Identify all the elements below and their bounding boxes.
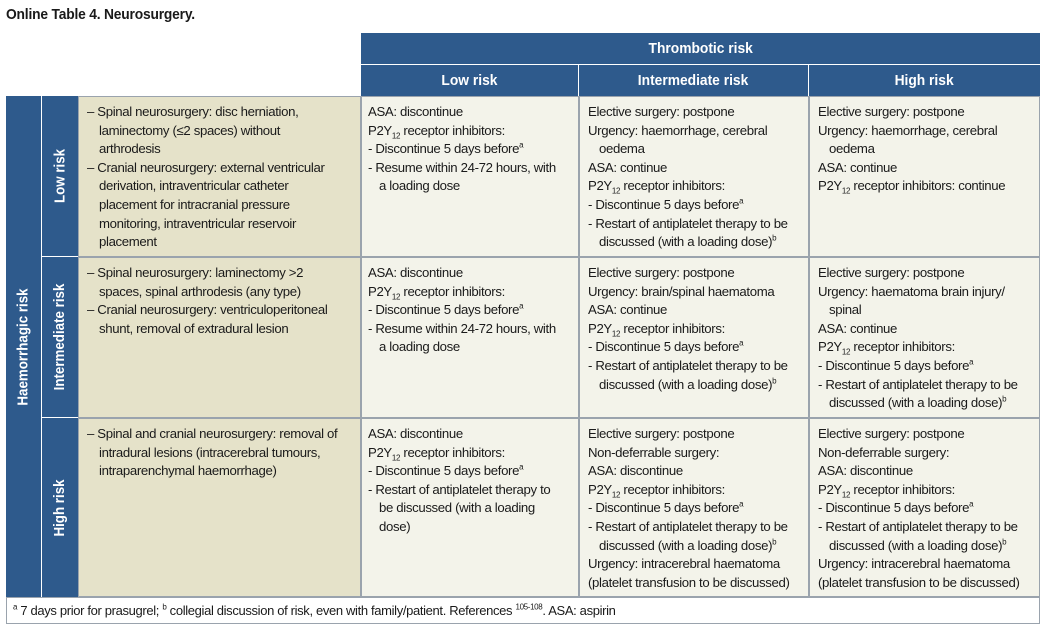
footnote-mark: a [739,338,744,348]
low-low-recommendation [361,96,579,257]
reference-numbers: 105-108 [515,602,543,612]
subscript: 12 [391,292,401,302]
recommendation-line [818,537,1035,556]
recommendation-line [818,177,1035,196]
subscript: 12 [841,187,851,197]
thrombotic-risk-header [361,33,1040,65]
recommendation-line: ASA: discontinue [818,463,913,479]
intermediate-high-recommendation [809,257,1040,418]
drug-text: receptor inhibitors: [850,481,955,497]
recommendation-line [818,394,1035,413]
recommendation-line [588,320,804,339]
subscript: 12 [391,453,401,463]
recommendation-line [368,140,574,159]
footnote-mark: a [969,357,974,367]
table-footnote [6,597,1040,624]
procedure-line: spaces, spinal arthrodesis (any type) [99,283,301,299]
procedure-line: placement [99,234,157,250]
recommendation-line [368,462,574,481]
procedure-line: derivation, intraventricular catheter [99,178,289,194]
recommendation-line [818,499,1035,518]
recommendation-line: be discussed (with a loading [379,500,535,516]
row-header-high [42,418,78,597]
recommendation-line: - Restart of antiplatelet therapy to be [818,518,1018,534]
footnote-mark-b: b [162,602,167,612]
high-high-recommendation [809,418,1040,597]
recommendation-line [368,301,574,320]
recommendation-line: - Restart of antiplatelet therapy to be [818,376,1018,392]
intermediate-risk-procedures [78,257,361,418]
procedure-line: shunt, removal of extradural lesion [99,320,289,336]
recommendation-line [588,177,804,196]
col-header-low [361,65,579,96]
low-risk-procedures [78,96,361,257]
recommendation-line [588,196,804,215]
recommendation-line: Urgency: haemorrhage, cerebral [818,122,998,138]
drug-name: P2Y [588,320,612,336]
recommendation-line: ASA: continue [588,159,668,175]
recommendation-line: ASA: continue [818,159,898,175]
subscript: 12 [841,348,851,358]
col-header-intermediate-label: Intermediate risk [638,72,749,89]
drug-text: receptor inhibitors: [620,320,725,336]
recommendation-line [588,537,804,556]
row-header-low-label: Low risk [52,148,69,204]
recommendation-line: ASA: discontinue [368,104,463,119]
high-risk-procedures [78,418,361,597]
recommendation-line: - Resume within 24-72 hours, with [368,320,556,336]
recommendation-line: - Restart of antiplatelet therapy to be [588,518,788,534]
recommendation-line [588,481,804,500]
recommendation-line [368,444,574,463]
recommendation-line [368,283,574,302]
recommendation-line: ASA: discontinue [368,265,463,280]
footnote-mark: a [519,301,524,311]
recommendation-line: ASA: continue [818,320,898,336]
high-intermediate-recommendation [579,418,809,597]
col-header-high-label: High risk [894,72,955,89]
footnote-mark: a [519,462,524,472]
recommendation-line: ASA: continue [588,302,668,318]
col-header-low-label: Low risk [441,72,498,89]
line-text: discussed (with a loading dose) [599,537,773,553]
drug-text: receptor inhibitors: [620,481,725,497]
recommendation-line: Elective surgery: postpone [588,104,735,119]
recommendation-line: - Resume within 24-72 hours, with [368,159,556,175]
footnote-mark: b [1002,537,1007,547]
footnote-b-text: collegial discussion of risk, even with family/patient. References [166,603,516,618]
recommendation-line: Elective surgery: postpone [588,265,735,280]
procedure-line: – Cranial neurosurgery: external ventricular [87,159,325,175]
procedure-line: – Cranial neurosurgery: ventriculoperitoneal [87,302,328,318]
low-high-recommendation [809,96,1040,257]
drug-text: receptor inhibitors: [400,444,505,460]
row-header-intermediate-label: Intermediate risk [52,283,68,391]
drug-name: P2Y [818,339,842,355]
procedure-line: placement for intracranial pressure [99,196,290,212]
footnote-mark: b [1002,394,1007,404]
recommendation-line: - Restart of antiplatelet therapy to be [588,357,788,373]
recommendation-line [818,338,1035,357]
row-header-intermediate [42,257,78,418]
intermediate-low-recommendation [361,257,579,418]
recommendation-line [818,481,1035,500]
drug-name: P2Y [818,481,842,497]
drug-text: receptor inhibitors: [850,339,955,355]
footnote-mark: b [772,537,777,547]
recommendation-line: Urgency: intracerebral haematoma [818,556,1010,572]
haemorrhagic-risk-header [6,96,42,597]
line-text: discussed (with a loading dose) [599,234,773,250]
line-text: - Discontinue 5 days before [818,357,970,373]
drug-text: receptor inhibitors: [620,178,725,194]
drug-name: P2Y [368,122,392,138]
line-text: - Discontinue 5 days before [368,463,520,479]
line-text: - Discontinue 5 days before [818,500,970,516]
recommendation-line [588,376,804,395]
line-text: discussed (with a loading dose) [829,537,1003,553]
recommendation-line: dose) [379,518,411,534]
recommendation-line: Urgency: brain/spinal haematoma [588,283,775,299]
recommendation-line: ASA: discontinue [368,426,463,441]
line-text: discussed (with a loading dose) [599,376,773,392]
recommendation-line: oedema [599,141,645,157]
row-header-low [42,96,78,257]
recommendation-line: Urgency: intracerebral haematoma [588,556,780,572]
recommendation-line: - Restart of antiplatelet therapy to be [588,215,788,231]
recommendation-line: Urgency: haematoma brain injury/ [818,283,1005,299]
recommendation-line: Elective surgery: postpone [588,426,735,441]
row-header-high-label: High risk [52,478,69,537]
table-title: Online Table 4. Neurosurgery. [6,6,195,23]
recommendation-line: Urgency: haemorrhage, cerebral [588,122,768,138]
subscript: 12 [611,490,621,500]
thrombotic-risk-label: Thrombotic risk [648,40,753,57]
procedure-line: laminectomy (≤2 spaces) without [99,122,281,138]
footnote-abbreviation: . ASA: aspirin [542,603,616,618]
subscript: 12 [841,490,851,500]
recommendation-line: Non-deferrable surgery: [818,444,950,460]
footnote-mark: a [739,499,744,509]
subscript: 12 [611,187,621,197]
recommendation-line: Elective surgery: postpone [818,104,965,119]
footnote-a-text: 7 days prior for prasugrel; [17,603,163,618]
high-low-recommendation [361,418,579,597]
recommendation-line [588,499,804,518]
recommendation-line: Elective surgery: postpone [818,426,965,441]
procedure-line: monitoring, intraventricular reservoir [99,215,297,231]
footnote-mark-a: a [13,602,18,612]
col-header-high [809,65,1040,96]
procedure-line: – Spinal neurosurgery: disc herniation, [87,104,299,119]
procedure-line: – Spinal and cranial neurosurgery: removal of [87,426,338,441]
procedure-line: arthrodesis [99,141,161,157]
footnote-mark: a [519,140,524,150]
col-header-intermediate [579,65,809,96]
recommendation-line [818,357,1035,376]
drug-text: receptor inhibitors: [400,283,505,299]
footnote-mark: a [969,499,974,509]
drug-name: P2Y [588,481,612,497]
recommendation-line: a loading dose [379,339,460,355]
recommendation-line: (platelet transfusion to be discussed) [818,574,1020,590]
recommendation-line: (platelet transfusion to be discussed) [588,574,790,590]
recommendation-line: Non-deferrable surgery: [588,444,720,460]
recommendation-line: Elective surgery: postpone [818,265,965,280]
line-text: discussed (with a loading dose) [829,395,1003,411]
recommendation-line: ASA: discontinue [588,463,683,479]
line-text: - Discontinue 5 days before [588,339,740,355]
recommendation-line [588,233,804,252]
recommendation-line: spinal [829,302,862,318]
procedure-line: intraparenchymal haemorrhage) [99,463,277,479]
subscript: 12 [611,329,621,339]
intermediate-intermediate-recommendation [579,257,809,418]
haemorrhagic-risk-label: Haemorrhagic risk [15,287,32,406]
drug-name: P2Y [368,444,392,460]
procedure-line: intradural lesions (intracerebral tumours, [99,444,321,460]
recommendation-line [588,338,804,357]
subscript: 12 [391,131,401,141]
footnote-mark: b [772,233,777,243]
recommendation-line [368,122,574,141]
line-text: - Discontinue 5 days before [368,141,520,157]
footnote-mark: b [772,376,777,386]
recommendation-line: oedema [829,141,875,157]
recommendation-line: a loading dose [379,178,460,194]
line-text: - Discontinue 5 days before [368,302,520,318]
procedure-line: – Spinal neurosurgery: laminectomy >2 [87,265,304,280]
footnote-mark: a [739,196,744,206]
drug-name: P2Y [588,178,612,194]
drug-text: receptor inhibitors: continue [850,178,1006,194]
drug-name: P2Y [368,283,392,299]
drug-name: P2Y [818,178,842,194]
line-text: - Discontinue 5 days before [588,196,740,212]
recommendation-line: - Restart of antiplatelet therapy to [368,481,551,497]
line-text: - Discontinue 5 days before [588,500,740,516]
low-intermediate-recommendation [579,96,809,257]
drug-text: receptor inhibitors: [400,122,505,138]
